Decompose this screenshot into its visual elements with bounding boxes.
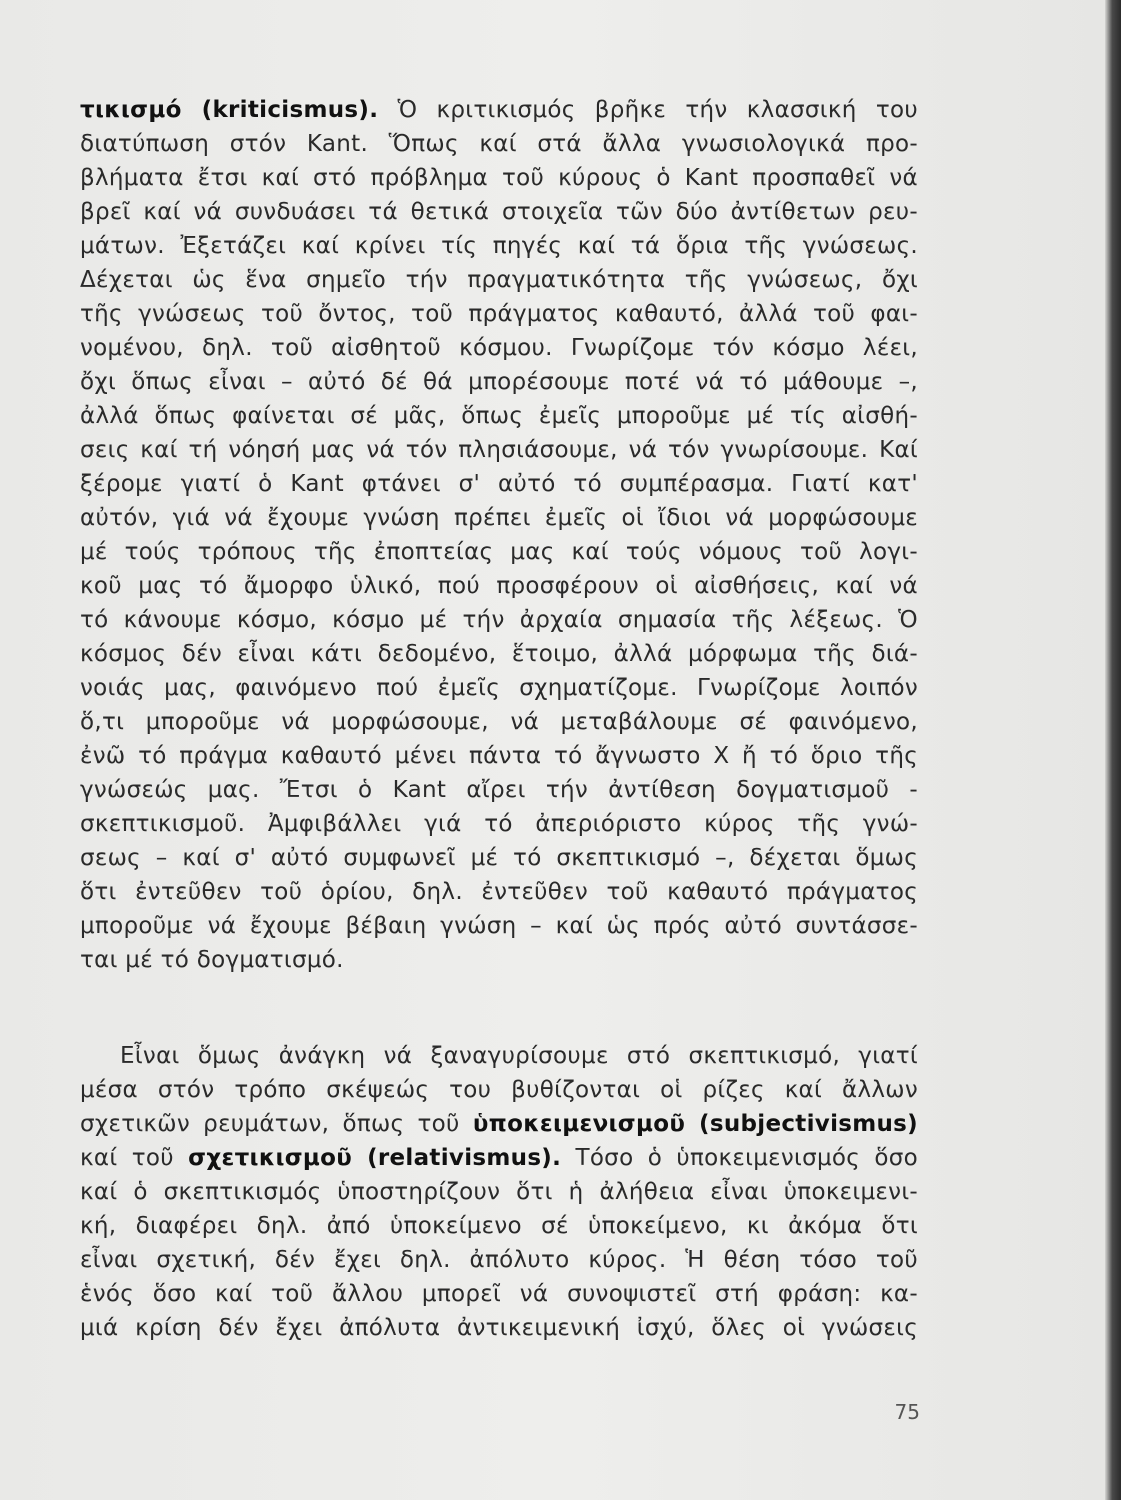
- text-line: νοιάς μας, φαινόμενο πού ἐμεῖς σχηματίζομε. Γνωρίζομε λοιπόν: [80, 675, 918, 701]
- text-line: μιά κρίση δέν ἔχει ἀπόλυτα ἀντικειμενική ἰσχύ, ὅλες οἱ γνώσεις: [80, 1315, 918, 1341]
- text-line: βλήματα ἔτσι καί στό πρόβλημα τοῦ κύρους ὁ Kant προσπαθεῖ νά: [80, 165, 918, 191]
- text-line: νομένου, δηλ. τοῦ αἰσθητοῦ κόσμου. Γνωρίζομε τόν κόσμο λέει,: [80, 335, 918, 361]
- text-line: Δέχεται ὡς ἕνα σημεῖο τήν πραγματικότητα τῆς γνώσεως, ὄχι: [80, 267, 918, 293]
- text-line: κοῦ μας τό ἄμορφο ὑλικό, πού προσφέρουν οἱ αἰσθήσεις, καί νά: [80, 573, 918, 599]
- text-line: ὅτι ἐντεῦθεν τοῦ ὁρίου, δηλ. ἐντεῦθεν τοῦ καθαυτό πράγματος: [80, 879, 918, 905]
- text-line: βρεῖ καί νά συνδυάσει τά θετικά στοιχεῖα τῶν δύο ἀντίθετων ρευ-: [80, 199, 918, 225]
- text-line: ὄχι ὅπως εἶναι – αὐτό δέ θά μπορέσουμε ποτέ νά τό μάθουμε –,: [80, 369, 918, 395]
- text-line: αὐτόν, γιά νά ἔχουμε γνώση πρέπει ἐμεῖς οἱ ἴδιοι νά μορφώσουμε: [80, 505, 918, 531]
- text-line: ξέρομε γιατί ὁ Kant φτάνει σ' αὐτό τό συμπέρασμα. Γιατί κατ': [80, 471, 918, 497]
- paragraph-1: [80, 93, 918, 977]
- bold-term: σχετικισμοῦ (relativismus).: [188, 1145, 562, 1171]
- text-line: ἐνῶ τό πράγμα καθαυτό μένει πάντα τό ἄγνωστο X ἤ τό ὅριο τῆς: [80, 743, 918, 769]
- book-binding-edge: [1105, 0, 1121, 1500]
- text-line: ὅ,τι μποροῦμε νά μορφώσουμε, νά μεταβάλουμε σέ φαινόμενο,: [80, 709, 918, 735]
- text-line: τῆς γνώσεως τοῦ ὄντος, τοῦ πράγματος καθαυτό, ἀλλά τοῦ φαι-: [80, 301, 918, 327]
- bold-term: ὑποκειμενισμοῦ (subjectivismus): [472, 1111, 918, 1137]
- text-line: μάτων. Ἐξετάζει καί κρίνει τίς πηγές καί τά ὅρια τῆς γνώσεως.: [80, 233, 918, 259]
- text-line: σχετικῶν ρευμάτων, ὅπως τοῦ ὑποκειμενισμοῦ (subjectivismus): [80, 1111, 918, 1137]
- text-line: μποροῦμε νά ἔχουμε βέβαιη γνώση – καί ὡς πρός αὐτό συντάσσε-: [80, 913, 918, 939]
- text-line: διατύπωση στόν Kant. Ὅπως καί στά ἄλλα γνωσιολογικά προ-: [80, 131, 918, 157]
- text-line: καί τοῦ σχετικισμοῦ (relativismus). Τόσο ὁ ὑποκειμενισμός ὅσο: [80, 1145, 918, 1171]
- text-line: σεως – καί σ' αὐτό συμφωνεῖ μέ τό σκεπτικισμό –, δέχεται ὅμως: [80, 845, 918, 871]
- text-line: καί ὁ σκεπτικισμός ὑποστηρίζουν ὅτι ἡ ἀλήθεια εἶναι ὑποκειμενι-: [80, 1179, 918, 1205]
- text-line: Εἶναι ὅμως ἀνάγκη νά ξαναγυρίσουμε στό σκεπτικισμό, γιατί: [120, 1043, 918, 1069]
- paragraph-2: [80, 1039, 918, 1345]
- text-line: εἶναι σχετική, δέν ἔχει δηλ. ἀπόλυτο κύρος. Ἡ θέση τόσο τοῦ: [80, 1247, 918, 1273]
- text-line: ἑνός ὅσο καί τοῦ ἄλλου μπορεῖ νά συνοψιστεῖ στή φράση: κα-: [80, 1281, 918, 1307]
- text-line: μέ τούς τρόπους τῆς ἐποπτείας μας καί τούς νόμους τοῦ λογι-: [80, 539, 918, 565]
- text-line: κή, διαφέρει δηλ. ἀπό ὑποκείμενο σέ ὑποκείμενο, κι ἀκόμα ὅτι: [80, 1213, 918, 1239]
- bold-term: τικισμό (kriticismus).: [80, 97, 379, 123]
- text-line: σκεπτικισμοῦ. Ἀμφιβάλλει γιά τό ἀπεριόριστο κύρος τῆς γνώ-: [80, 811, 918, 837]
- text-line: κόσμος δέν εἶναι κάτι δεδομένο, ἕτοιμο, ἀλλά μόρφωμα τῆς διά-: [80, 641, 918, 667]
- text-line: γνώσεώς μας. Ἔτσι ὁ Kant αἴρει τήν ἀντίθεση δογματισμοῦ -: [80, 777, 918, 803]
- text-line: ἀλλά ὅπως φαίνεται σέ μᾶς, ὅπως ἐμεῖς μποροῦμε μέ τίς αἰσθή-: [80, 403, 918, 429]
- page-number: 75: [894, 1400, 920, 1424]
- text-line: τό κάνουμε κόσμο, κόσμο μέ τήν ἀρχαία σημασία τῆς λέξεως. Ὁ: [80, 607, 918, 633]
- text-line: σεις καί τή νόησή μας νά τόν πλησιάσουμε, νά τόν γνωρίσουμε. Καί: [80, 437, 918, 463]
- text-line: τικισμό (kriticismus). Ὁ κριτικισμός βρῆκε τήν κλασσική του: [80, 97, 918, 123]
- text-line: ται μέ τό δογματισμό.: [80, 947, 344, 973]
- text-line: μέσα στόν τρόπο σκέψεώς του βυθίζονται οἱ ρίζες καί ἄλλων: [80, 1077, 918, 1103]
